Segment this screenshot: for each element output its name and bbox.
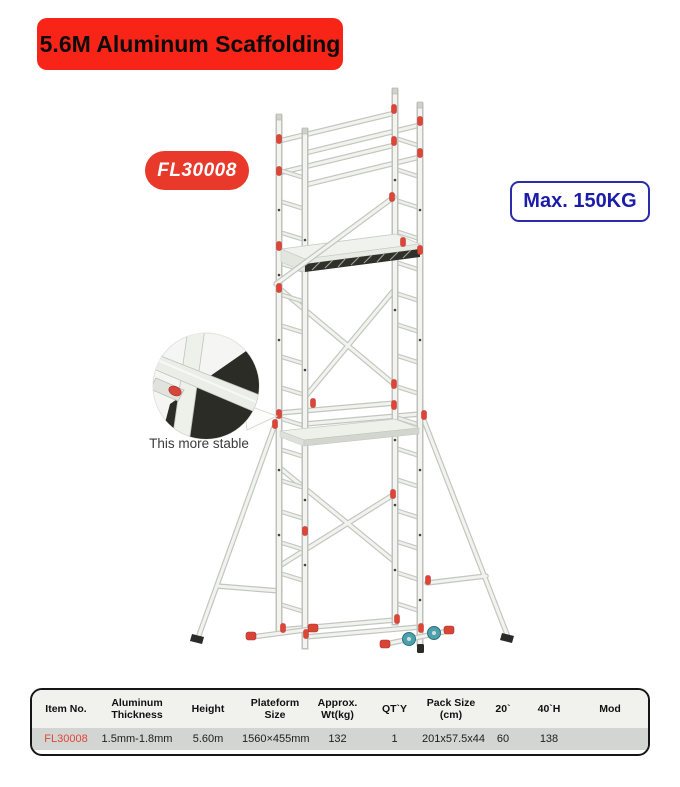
end-cap (444, 626, 454, 634)
cell-pack-size: 201x57.5x44 (422, 733, 485, 745)
col-header-aluminum-thickness: Aluminum Thickness (111, 696, 163, 721)
adjustable-foot (417, 644, 424, 653)
col-header-mod: Mod (599, 702, 621, 715)
cell-40ft-h: 138 (539, 733, 559, 745)
title-banner (37, 18, 343, 70)
cell-qty: 1 (391, 733, 398, 745)
col-header-plateform-size: Plateform Size (250, 696, 300, 721)
col-header-item-no: Item No. (45, 702, 87, 715)
cell-20ft: 60 (496, 733, 510, 745)
foot-cap (500, 633, 514, 643)
col-header-pack-size: Pack Size (cm) (426, 696, 476, 721)
col-header-20ft: 20` (495, 702, 511, 715)
model-badge-label: FL30008 (157, 159, 237, 181)
cell-aluminum-thickness: 1.5mm-1.8mm (101, 733, 173, 745)
end-cap (246, 632, 256, 640)
spec-table-header (32, 690, 648, 728)
end-cap (308, 624, 318, 632)
model-badge (145, 151, 249, 190)
cell-height: 5.60m (192, 733, 224, 745)
cell-item-no: FL30008 (44, 733, 88, 745)
spec-table (30, 688, 650, 756)
col-header-approx-wt: Approx. Wt(kg) (317, 696, 358, 721)
capacity-box (510, 181, 650, 222)
end-cap (380, 640, 390, 648)
capacity-label: Max. 150KG (523, 190, 637, 212)
rails-and-braces (279, 113, 420, 637)
cell-plateform-size: 1560×455mm (242, 733, 310, 745)
col-header-height: Height (191, 702, 225, 715)
detail-callout (142, 328, 277, 443)
cell-approx-wt: 132 (328, 733, 347, 745)
ladder-rungs (279, 138, 420, 612)
spec-table-row (32, 728, 648, 750)
scaffolding-illustration (0, 78, 680, 688)
foot-cap (190, 634, 204, 644)
col-header-40ft-h: 40`H (537, 702, 561, 715)
callout-caption: This more stable (149, 436, 249, 451)
outrigger-legs (190, 418, 514, 644)
page-title: 5.6M Aluminum Scaffolding (39, 30, 341, 57)
col-header-qty: QT`Y (381, 702, 408, 715)
